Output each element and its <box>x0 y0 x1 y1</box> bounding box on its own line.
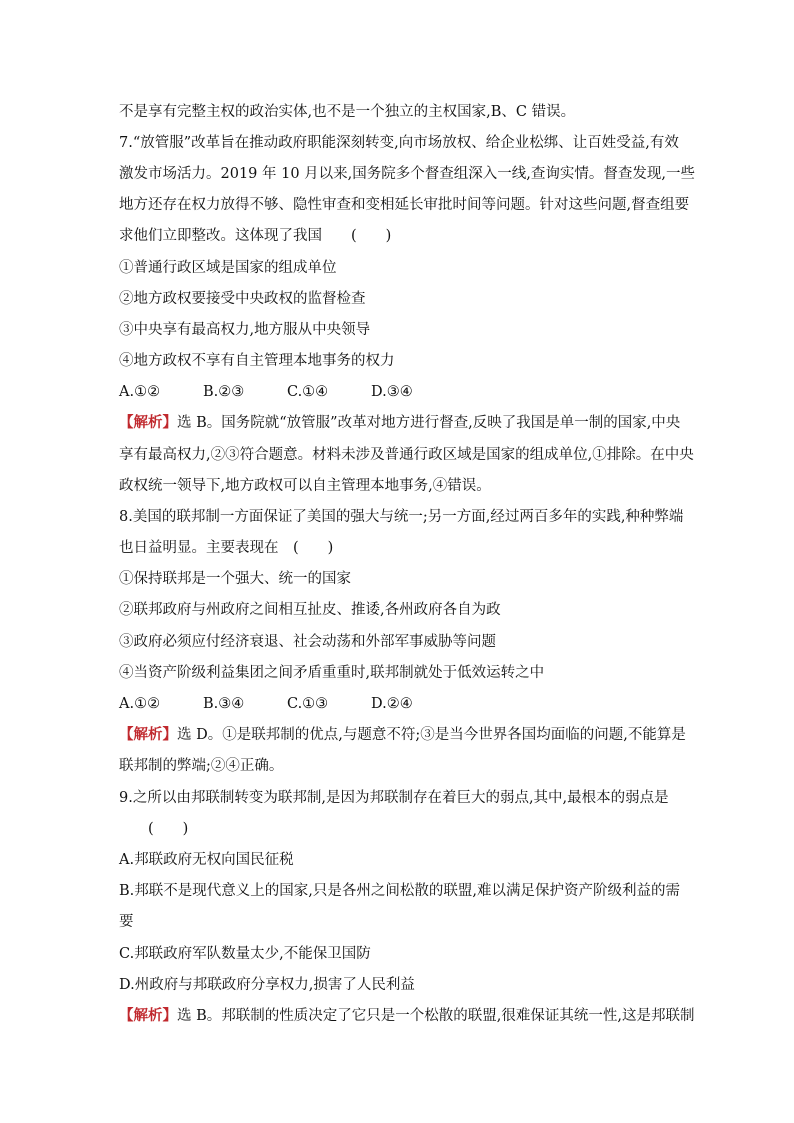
question-9-stem: ( ) <box>148 821 189 837</box>
option-a: A.①② <box>119 384 161 400</box>
analysis-line <box>119 413 679 433</box>
analysis-text: 享有最高权力,②③符合题意。材料未涉及普通行政区域是国家的组成单位,①排除。在中央 <box>119 447 694 463</box>
choice-item: A.邦联政府无权向国民征税 <box>119 852 294 868</box>
statement-item: ④地方政权不享有自主管理本地事务的权力 <box>119 353 395 369</box>
analysis-text: 选 B。国务院就“放管服”改革对地方进行督查,反映了我国是单一制的国家,中央 <box>177 415 681 431</box>
statement-item: ③政府必须应付经济衰退、社会动荡和外部军事威胁等问题 <box>119 634 496 650</box>
answer-options <box>119 694 679 714</box>
question-7-stem: 7.“放管服”改革旨在推动政府职能深刻转变,向市场放权、给企业松绑、让百姓受益,有效 <box>119 135 679 151</box>
option-b: B.②③ <box>203 384 245 400</box>
analysis-tag: 【解析】 <box>119 414 177 431</box>
question-7-stem: 求他们立即整改。这体现了我国 ( ) <box>119 228 392 244</box>
analysis-text: 选 D。①是联邦制的优点,与题意不符;③是当今世界各国均面临的问题,不能算是 <box>177 727 686 743</box>
question-8-stem: 也日益明显。主要表现在 ( ) <box>119 540 334 556</box>
statement-item: ①保持联邦是一个强大、统一的国家 <box>119 571 351 587</box>
option-c: C.①③ <box>287 696 329 712</box>
analysis-line <box>119 725 686 745</box>
analysis-tag: 【解析】 <box>119 1007 177 1024</box>
question-7-stem: 激发市场活力。2019 年 10 月以来,国务院多个督查组深入一线,查询实情。督查发现,一些 <box>119 166 696 182</box>
statement-item: ③中央享有最高权力,地方服从中央领导 <box>119 322 371 338</box>
choice-item: C.邦联政府军队数量太少,不能保卫国防 <box>119 946 371 962</box>
statement-item: ②地方政权要接受中央政权的监督检查 <box>119 291 366 307</box>
statement-item: ①普通行政区域是国家的组成单位 <box>119 260 337 276</box>
answer-options <box>119 382 679 402</box>
statement-item: ④当资产阶级利益集团之间矛盾重重时,联邦制就处于低效运转之中 <box>119 665 545 681</box>
analysis-tag: 【解析】 <box>119 726 177 743</box>
choice-item: B.邦联不是现代意义上的国家,只是各州之间松散的联盟,难以满足保护资产阶级利益的需 <box>119 883 680 899</box>
option-c: C.①④ <box>287 384 329 400</box>
analysis-text: 政权统一领导下,地方政权可以自主管理本地事务,④错误。 <box>119 478 491 494</box>
analysis-text: 选 B。邦联制的性质决定了它只是一个松散的联盟,很难保证其统一性,这是邦联制 <box>177 1008 695 1024</box>
question-7-stem: 地方还存在权力放得不够、隐性审查和变相延长审批时间等问题。针对这些问题,督查组要 <box>119 197 690 213</box>
option-b: B.③④ <box>203 696 245 712</box>
text-line: 不是享有完整主权的政治实体,也不是一个独立的主权国家,B、C 错误。 <box>119 104 576 120</box>
analysis-text: 联邦制的弊端;②④正确。 <box>119 758 284 774</box>
question-8-stem: 8.美国的联邦制一方面保证了美国的强大与统一;另一方面,经过两百多年的实践,种种弊端 <box>119 509 684 525</box>
question-9-stem: 9.之所以由邦联制转变为联邦制,是因为邦联制存在着巨大的弱点,其中,最根本的弱点是 <box>119 790 669 806</box>
option-d: D.③④ <box>371 384 413 400</box>
choice-item: D.州政府与邦联政府分享权力,损害了人民利益 <box>119 977 415 993</box>
statement-item: ②联邦政府与州政府之间相互扯皮、推诿,各州政府各自为政 <box>119 602 501 618</box>
option-a: A.①② <box>119 696 161 712</box>
analysis-line <box>119 1006 695 1026</box>
choice-item: 要 <box>119 914 134 930</box>
option-d: D.②④ <box>371 696 413 712</box>
